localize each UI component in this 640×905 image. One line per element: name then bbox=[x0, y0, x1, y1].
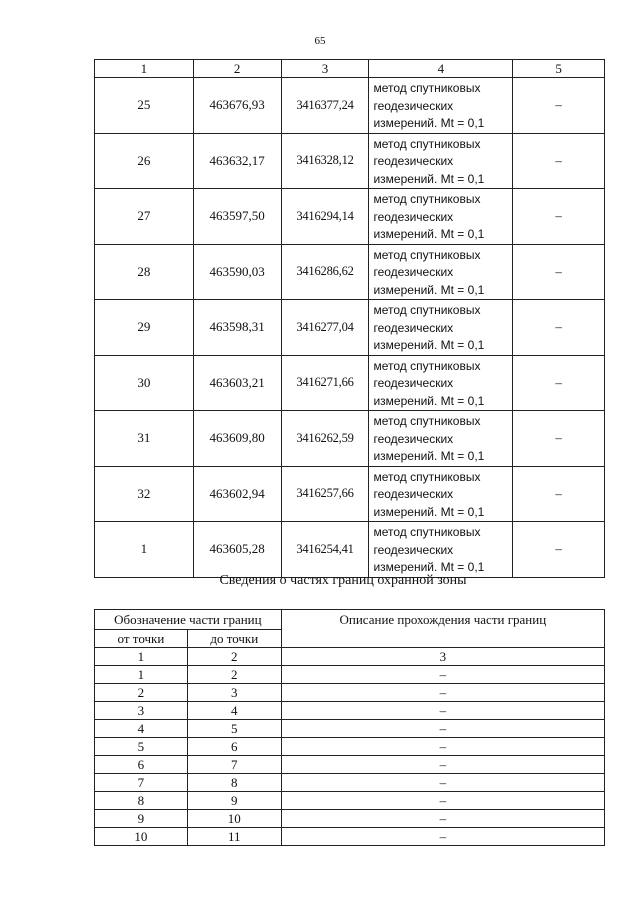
column-number-header: 2 bbox=[193, 60, 281, 78]
coordinate-x: 463676,93 bbox=[193, 78, 281, 134]
header-part-designation: Обозначение части границ bbox=[95, 610, 282, 630]
from-point: 9 bbox=[95, 810, 188, 828]
coordinate-y: 3416277,04 bbox=[281, 300, 369, 356]
to-point: 2 bbox=[187, 666, 281, 684]
to-point: 7 bbox=[187, 756, 281, 774]
note-dash: – bbox=[513, 78, 605, 134]
to-point: 11 bbox=[187, 828, 281, 846]
method-line: измерений. Mt = 0,1 bbox=[373, 393, 485, 408]
method-description bbox=[369, 411, 513, 467]
boundary-part-row bbox=[95, 774, 605, 792]
method-line: измерений. Mt = 0,1 bbox=[373, 116, 485, 130]
coordinate-row bbox=[95, 300, 605, 356]
boundary-part-row bbox=[95, 702, 605, 720]
part-description: – bbox=[281, 810, 604, 828]
note-dash: – bbox=[513, 466, 605, 522]
to-point: 6 bbox=[187, 738, 281, 756]
from-point: 7 bbox=[95, 774, 188, 792]
method-line: метод спутниковых bbox=[373, 525, 481, 539]
column-number-header: 1 bbox=[95, 648, 188, 666]
from-point: 1 bbox=[95, 666, 188, 684]
coordinate-x: 463597,50 bbox=[193, 189, 281, 245]
part-description: – bbox=[281, 702, 604, 720]
column-number-header: 3 bbox=[281, 60, 369, 78]
note-dash: – bbox=[513, 189, 605, 245]
note-dash: – bbox=[513, 300, 605, 356]
coordinate-x: 463590,03 bbox=[193, 244, 281, 300]
coordinate-y: 3416286,62 bbox=[281, 244, 369, 300]
header-part-description: Описание прохождения части границ bbox=[281, 610, 604, 648]
point-number: 26 bbox=[95, 133, 194, 189]
coordinate-row bbox=[95, 466, 605, 522]
from-point: 3 bbox=[95, 702, 188, 720]
method-line: геодезических bbox=[373, 487, 454, 501]
method-line: метод спутниковых bbox=[373, 247, 481, 262]
to-point: 4 bbox=[187, 702, 281, 720]
method-line: измерений. Mt = 0,1 bbox=[373, 227, 485, 241]
part-description: – bbox=[281, 720, 604, 738]
column-number-header: 5 bbox=[513, 60, 605, 78]
method-line: геодезических bbox=[373, 209, 454, 224]
note-dash: – bbox=[513, 133, 605, 189]
to-point: 8 bbox=[187, 774, 281, 792]
page-number: 65 bbox=[314, 35, 326, 47]
method-line: измерений. Mt = 0,1 bbox=[373, 282, 485, 297]
column-number-header: 3 bbox=[281, 648, 604, 666]
from-point: 4 bbox=[95, 720, 188, 738]
coordinate-y: 3416254,41 bbox=[281, 522, 369, 578]
coordinate-x: 463602,94 bbox=[193, 466, 281, 522]
method-line: метод спутниковых bbox=[373, 81, 481, 95]
column-number-header: 1 bbox=[95, 60, 194, 78]
to-point: 9 bbox=[187, 792, 281, 810]
boundary-part-row bbox=[95, 666, 605, 684]
to-point: 3 bbox=[187, 684, 281, 702]
method-line: метод спутниковых bbox=[373, 136, 481, 151]
boundary-part-row bbox=[95, 810, 605, 828]
from-point: 10 bbox=[95, 828, 188, 846]
point-number: 25 bbox=[95, 78, 194, 134]
note-dash: – bbox=[513, 411, 605, 467]
method-description bbox=[369, 133, 513, 189]
coordinate-x: 463609,80 bbox=[193, 411, 281, 467]
coordinate-y: 3416377,24 bbox=[281, 78, 369, 134]
method-description bbox=[369, 189, 513, 245]
part-description: – bbox=[281, 792, 604, 810]
to-point: 5 bbox=[187, 720, 281, 738]
coordinate-x: 463632,17 bbox=[193, 133, 281, 189]
point-number: 28 bbox=[95, 244, 194, 300]
coordinate-row bbox=[95, 355, 605, 411]
method-line: измерений. Mt = 0,1 bbox=[373, 338, 485, 352]
part-description: – bbox=[281, 684, 604, 702]
coordinates-table bbox=[94, 59, 605, 578]
header-to-point: до точки bbox=[187, 630, 281, 648]
coordinate-row bbox=[95, 522, 605, 578]
coordinate-x: 463603,21 bbox=[193, 355, 281, 411]
method-line: метод спутниковых bbox=[373, 358, 481, 373]
coordinate-y: 3416294,14 bbox=[281, 189, 369, 245]
coordinate-row bbox=[95, 244, 605, 300]
point-number: 27 bbox=[95, 189, 194, 245]
method-description bbox=[369, 78, 513, 134]
method-line: геодезических bbox=[373, 376, 454, 390]
method-line: измерений. Mt = 0,1 bbox=[373, 560, 485, 574]
method-line: метод спутниковых bbox=[373, 303, 481, 317]
method-description bbox=[369, 300, 513, 356]
point-number: 32 bbox=[95, 466, 194, 522]
boundary-part-row bbox=[95, 828, 605, 846]
method-line: метод спутниковых bbox=[373, 414, 481, 428]
parts-column-numbers-row bbox=[95, 648, 605, 666]
from-point: 8 bbox=[95, 792, 188, 810]
method-line: метод спутниковых bbox=[373, 192, 481, 206]
from-point: 5 bbox=[95, 738, 188, 756]
from-point: 6 bbox=[95, 756, 188, 774]
coordinate-row bbox=[95, 78, 605, 134]
column-number-header: 4 bbox=[369, 60, 513, 78]
method-line: измерений. Mt = 0,1 bbox=[373, 171, 485, 186]
part-description: – bbox=[281, 756, 604, 774]
point-number: 29 bbox=[95, 300, 194, 356]
boundary-part-row bbox=[95, 684, 605, 702]
method-description bbox=[369, 522, 513, 578]
coordinates-header-row bbox=[95, 60, 605, 78]
method-line: геодезических bbox=[373, 542, 454, 557]
method-line: измерений. Mt = 0,1 bbox=[373, 504, 485, 519]
coordinate-y: 3416271,66 bbox=[281, 355, 369, 411]
method-description bbox=[369, 244, 513, 300]
method-line: метод спутниковых bbox=[373, 469, 481, 484]
method-line: геодезических bbox=[373, 431, 454, 446]
note-dash: – bbox=[513, 522, 605, 578]
part-description: – bbox=[281, 774, 604, 792]
parts-section-title: Сведения о частях границ охранной зоны bbox=[219, 573, 467, 588]
point-number: 30 bbox=[95, 355, 194, 411]
coordinate-row bbox=[95, 133, 605, 189]
part-description: – bbox=[281, 828, 604, 846]
boundary-parts-table bbox=[94, 609, 605, 846]
note-dash: – bbox=[513, 244, 605, 300]
part-description: – bbox=[281, 666, 604, 684]
note-dash: – bbox=[513, 355, 605, 411]
method-line: измерений. Mt = 0,1 bbox=[373, 449, 485, 463]
coordinate-row bbox=[95, 411, 605, 467]
coordinate-y: 3416257,66 bbox=[281, 466, 369, 522]
method-line: геодезических bbox=[373, 320, 454, 335]
to-point: 10 bbox=[187, 810, 281, 828]
column-number-header: 2 bbox=[187, 648, 281, 666]
method-description bbox=[369, 466, 513, 522]
point-number: 1 bbox=[95, 522, 194, 578]
from-point: 2 bbox=[95, 684, 188, 702]
boundary-part-row bbox=[95, 720, 605, 738]
coordinate-row bbox=[95, 189, 605, 245]
method-line: геодезических bbox=[373, 98, 454, 113]
method-line: геодезических bbox=[373, 265, 454, 279]
coordinate-x: 463605,28 bbox=[193, 522, 281, 578]
boundary-part-row bbox=[95, 738, 605, 756]
method-description bbox=[369, 355, 513, 411]
parts-header-row bbox=[95, 610, 605, 630]
coordinate-y: 3416262,59 bbox=[281, 411, 369, 467]
method-line: геодезических bbox=[373, 154, 454, 168]
coordinate-y: 3416328,12 bbox=[281, 133, 369, 189]
coordinate-x: 463598,31 bbox=[193, 300, 281, 356]
boundary-part-row bbox=[95, 756, 605, 774]
point-number: 31 bbox=[95, 411, 194, 467]
boundary-part-row bbox=[95, 792, 605, 810]
header-from-point: от точки bbox=[95, 630, 188, 648]
part-description: – bbox=[281, 738, 604, 756]
